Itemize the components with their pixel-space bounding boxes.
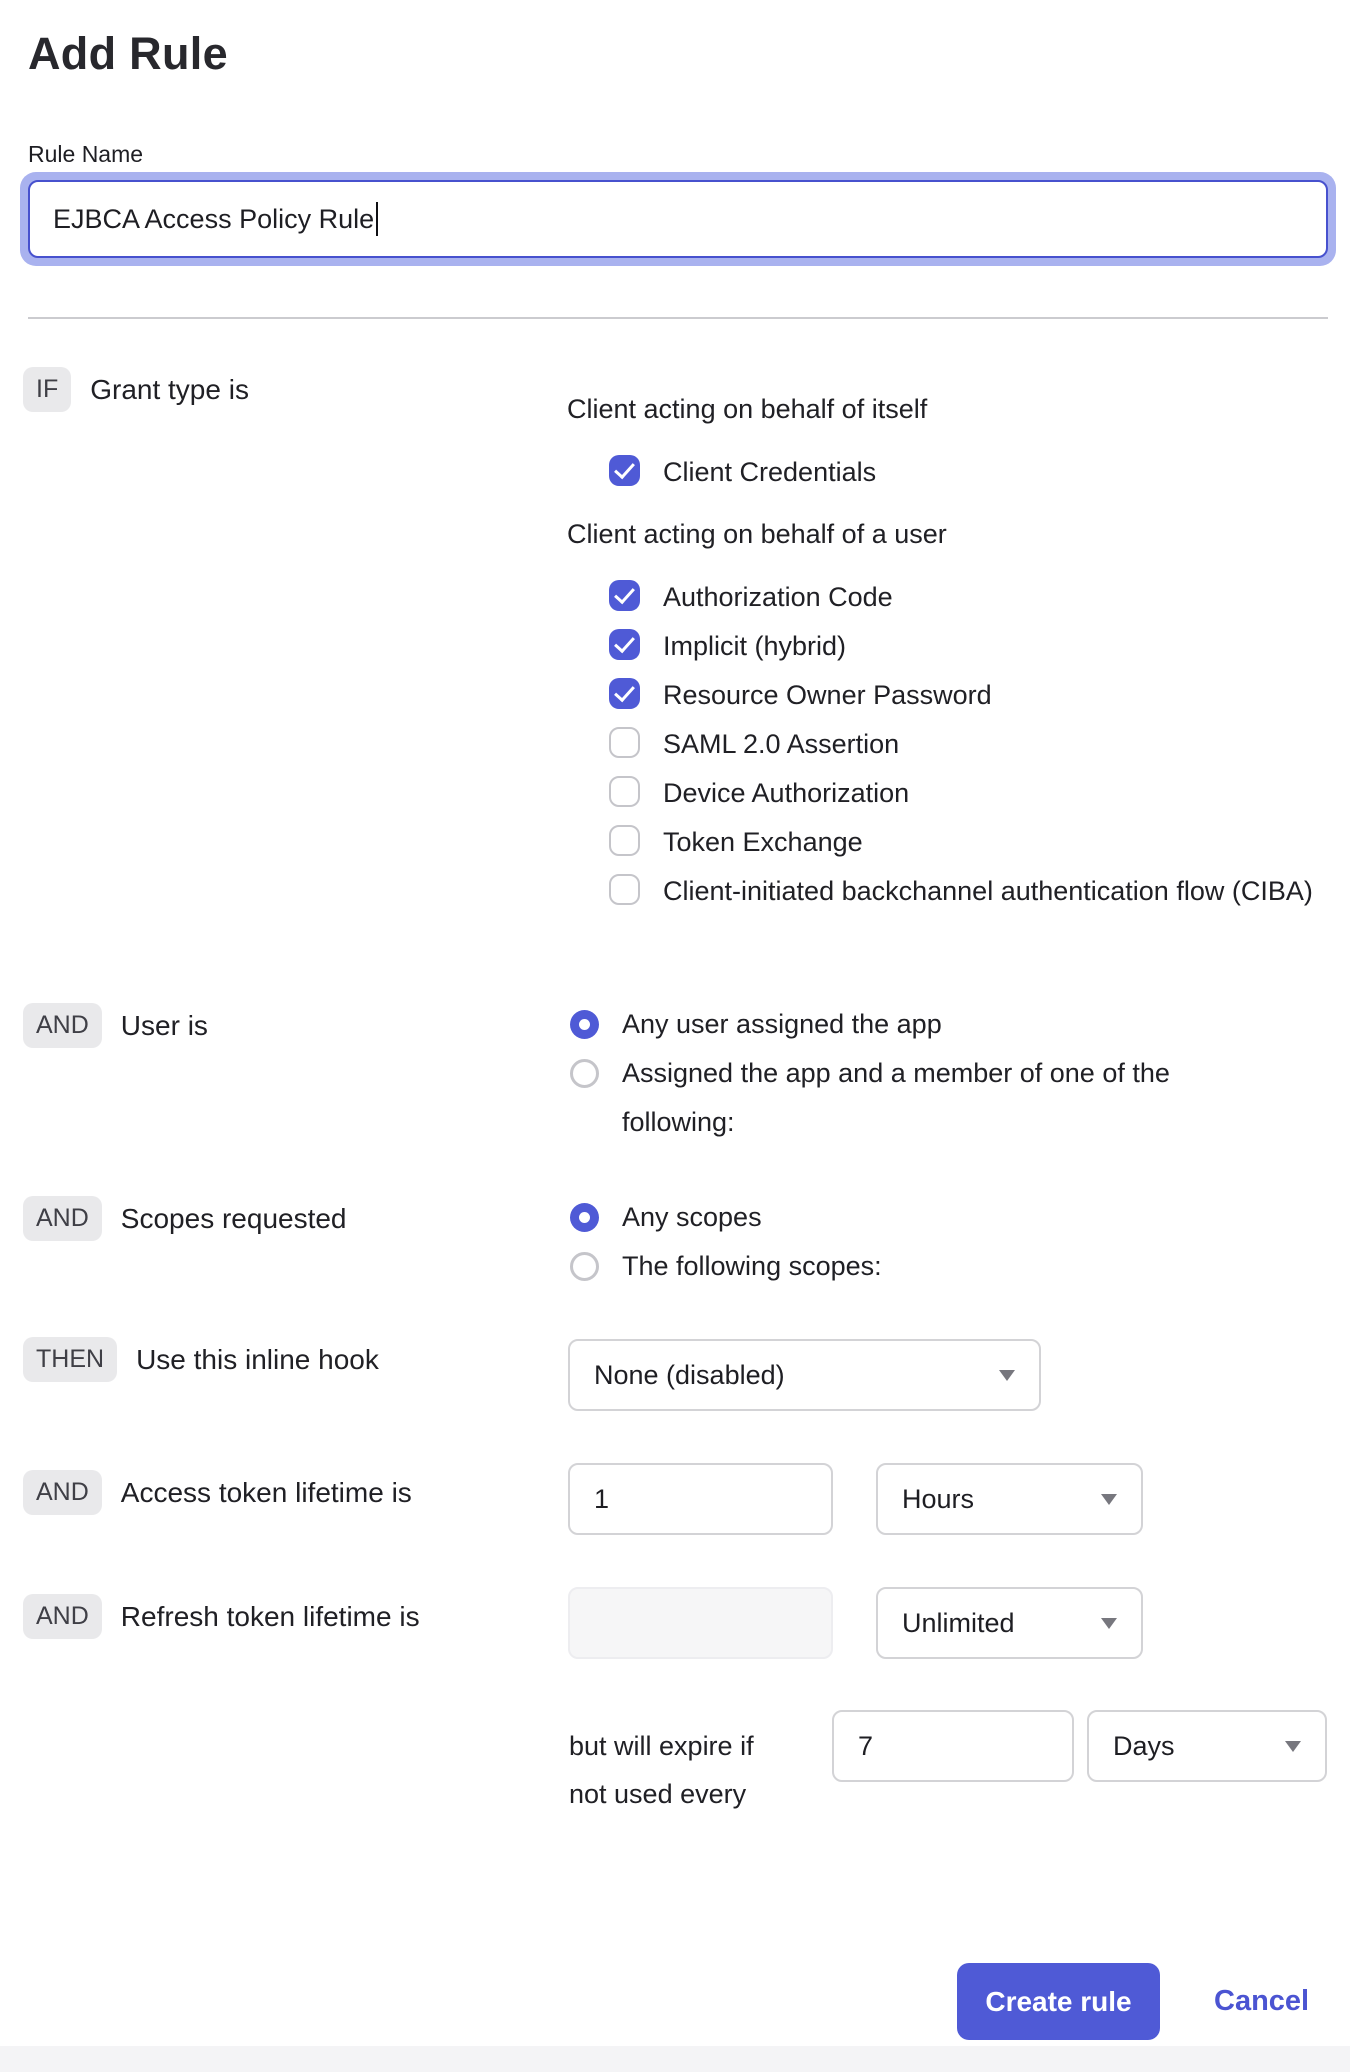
grant-option-row bbox=[567, 818, 1337, 867]
checkbox-label: Client-initiated backchannel authentication flow (CIBA) bbox=[663, 876, 1313, 906]
and-badge: AND bbox=[23, 1594, 102, 1639]
scopes-option-row bbox=[567, 1242, 1337, 1291]
condition-refresh-token bbox=[23, 1594, 420, 1639]
refresh-token-unit-select[interactable] bbox=[876, 1587, 1143, 1659]
then-badge: THEN bbox=[23, 1337, 117, 1382]
access-token-label: Access token lifetime is bbox=[120, 1476, 412, 1508]
expiry-unit-select[interactable] bbox=[1087, 1710, 1327, 1782]
inline-hook-select[interactable] bbox=[568, 1339, 1041, 1411]
refresh-token-value-input bbox=[568, 1587, 833, 1659]
refresh-token-unit-value: Unlimited bbox=[902, 1607, 1015, 1638]
expiry-label-line1: but will expire if bbox=[569, 1731, 754, 1761]
user-option-row bbox=[567, 1049, 1337, 1147]
chevron-down-icon bbox=[999, 1370, 1015, 1381]
scopes-requested-label: Scopes requested bbox=[120, 1202, 347, 1234]
condition-inline-hook bbox=[23, 1337, 379, 1382]
expiry-unit-value: Days bbox=[1113, 1730, 1175, 1761]
rule-name-input[interactable] bbox=[28, 180, 1328, 258]
footer-strip bbox=[0, 2046, 1350, 2072]
checkbox-label: Token Exchange bbox=[663, 827, 863, 857]
grant-type-label: Grant type is bbox=[90, 373, 249, 405]
condition-access-token bbox=[23, 1470, 412, 1515]
checkbox-device-authorization[interactable] bbox=[609, 776, 640, 807]
grant-option-row bbox=[567, 448, 1337, 497]
chevron-down-icon bbox=[1285, 1741, 1301, 1752]
access-token-unit-select[interactable] bbox=[876, 1463, 1143, 1535]
access-token-unit-value: Hours bbox=[902, 1483, 975, 1514]
access-token-value-input[interactable] bbox=[568, 1463, 833, 1535]
grant-option-row bbox=[567, 671, 1337, 720]
scopes-option-row bbox=[567, 1193, 1337, 1242]
condition-user bbox=[23, 1003, 208, 1048]
checkbox-saml-assertion[interactable] bbox=[609, 727, 640, 758]
radio-following-scopes[interactable] bbox=[570, 1252, 599, 1281]
grant-option-row bbox=[567, 720, 1337, 769]
and-badge: AND bbox=[23, 1003, 102, 1048]
grant-option-row bbox=[567, 769, 1337, 818]
radio-label: Any user assigned the app bbox=[622, 1009, 942, 1039]
user-option-row bbox=[567, 1000, 1337, 1049]
grant-option-row bbox=[567, 622, 1337, 671]
cancel-button[interactable]: Cancel bbox=[1208, 1963, 1315, 2040]
rule-name-focus-ring bbox=[20, 172, 1336, 266]
checkbox-resource-owner-password[interactable] bbox=[609, 678, 640, 709]
checkbox-authorization-code[interactable] bbox=[609, 580, 640, 611]
grant-group-self bbox=[567, 385, 1337, 497]
radio-assigned-member[interactable] bbox=[570, 1059, 599, 1088]
condition-scopes bbox=[23, 1196, 347, 1241]
text-cursor bbox=[376, 202, 378, 236]
checkbox-client-credentials[interactable] bbox=[609, 455, 640, 486]
checkbox-label: SAML 2.0 Assertion bbox=[663, 729, 900, 759]
user-options bbox=[567, 1000, 1337, 1147]
checkbox-label: Client Credentials bbox=[663, 457, 877, 487]
checkbox-label: Authorization Code bbox=[663, 582, 893, 612]
radio-any-user[interactable] bbox=[570, 1010, 599, 1039]
grant-option-row bbox=[567, 573, 1337, 622]
section-divider bbox=[28, 317, 1328, 319]
grant-type-options bbox=[567, 385, 1337, 916]
checkbox-token-exchange[interactable] bbox=[609, 825, 640, 856]
checkbox-label: Implicit (hybrid) bbox=[663, 631, 847, 661]
chevron-down-icon bbox=[1101, 1618, 1117, 1629]
checkbox-implicit-hybrid[interactable] bbox=[609, 629, 640, 660]
condition-grant-type bbox=[23, 367, 249, 412]
refresh-token-label: Refresh token lifetime is bbox=[120, 1600, 420, 1632]
grant-group-user bbox=[567, 510, 1337, 916]
scopes-options bbox=[567, 1193, 1337, 1291]
inline-hook-label: Use this inline hook bbox=[136, 1343, 379, 1375]
inline-hook-selected-value: None (disabled) bbox=[594, 1359, 785, 1390]
rule-name-value: EJBCA Access Policy Rule bbox=[53, 203, 375, 234]
radio-label: Assigned the app and a member of one of the following: bbox=[622, 1058, 1170, 1137]
radio-any-scopes[interactable] bbox=[570, 1203, 599, 1232]
group-header-self: Client acting on behalf of itself bbox=[567, 394, 928, 424]
and-badge: AND bbox=[23, 1470, 102, 1515]
chevron-down-icon bbox=[1101, 1494, 1117, 1505]
group-header-user: Client acting on behalf of a user bbox=[567, 519, 947, 549]
page-title: Add Rule bbox=[28, 28, 228, 79]
checkbox-ciba[interactable] bbox=[609, 874, 640, 905]
radio-label: The following scopes: bbox=[622, 1251, 882, 1281]
checkbox-label: Resource Owner Password bbox=[663, 680, 992, 710]
rule-name-label: Rule Name bbox=[28, 141, 144, 167]
grant-option-row bbox=[567, 867, 1337, 916]
expiry-value-input[interactable] bbox=[832, 1710, 1074, 1782]
expiry-label-line2: not used every bbox=[569, 1779, 747, 1809]
user-is-label: User is bbox=[120, 1009, 208, 1041]
checkbox-label: Device Authorization bbox=[663, 778, 910, 808]
and-badge: AND bbox=[23, 1196, 102, 1241]
radio-label: Any scopes bbox=[622, 1202, 762, 1232]
create-rule-button[interactable]: Create rule bbox=[957, 1963, 1160, 2040]
if-badge: IF bbox=[23, 367, 71, 412]
expiry-label bbox=[569, 1722, 819, 1818]
